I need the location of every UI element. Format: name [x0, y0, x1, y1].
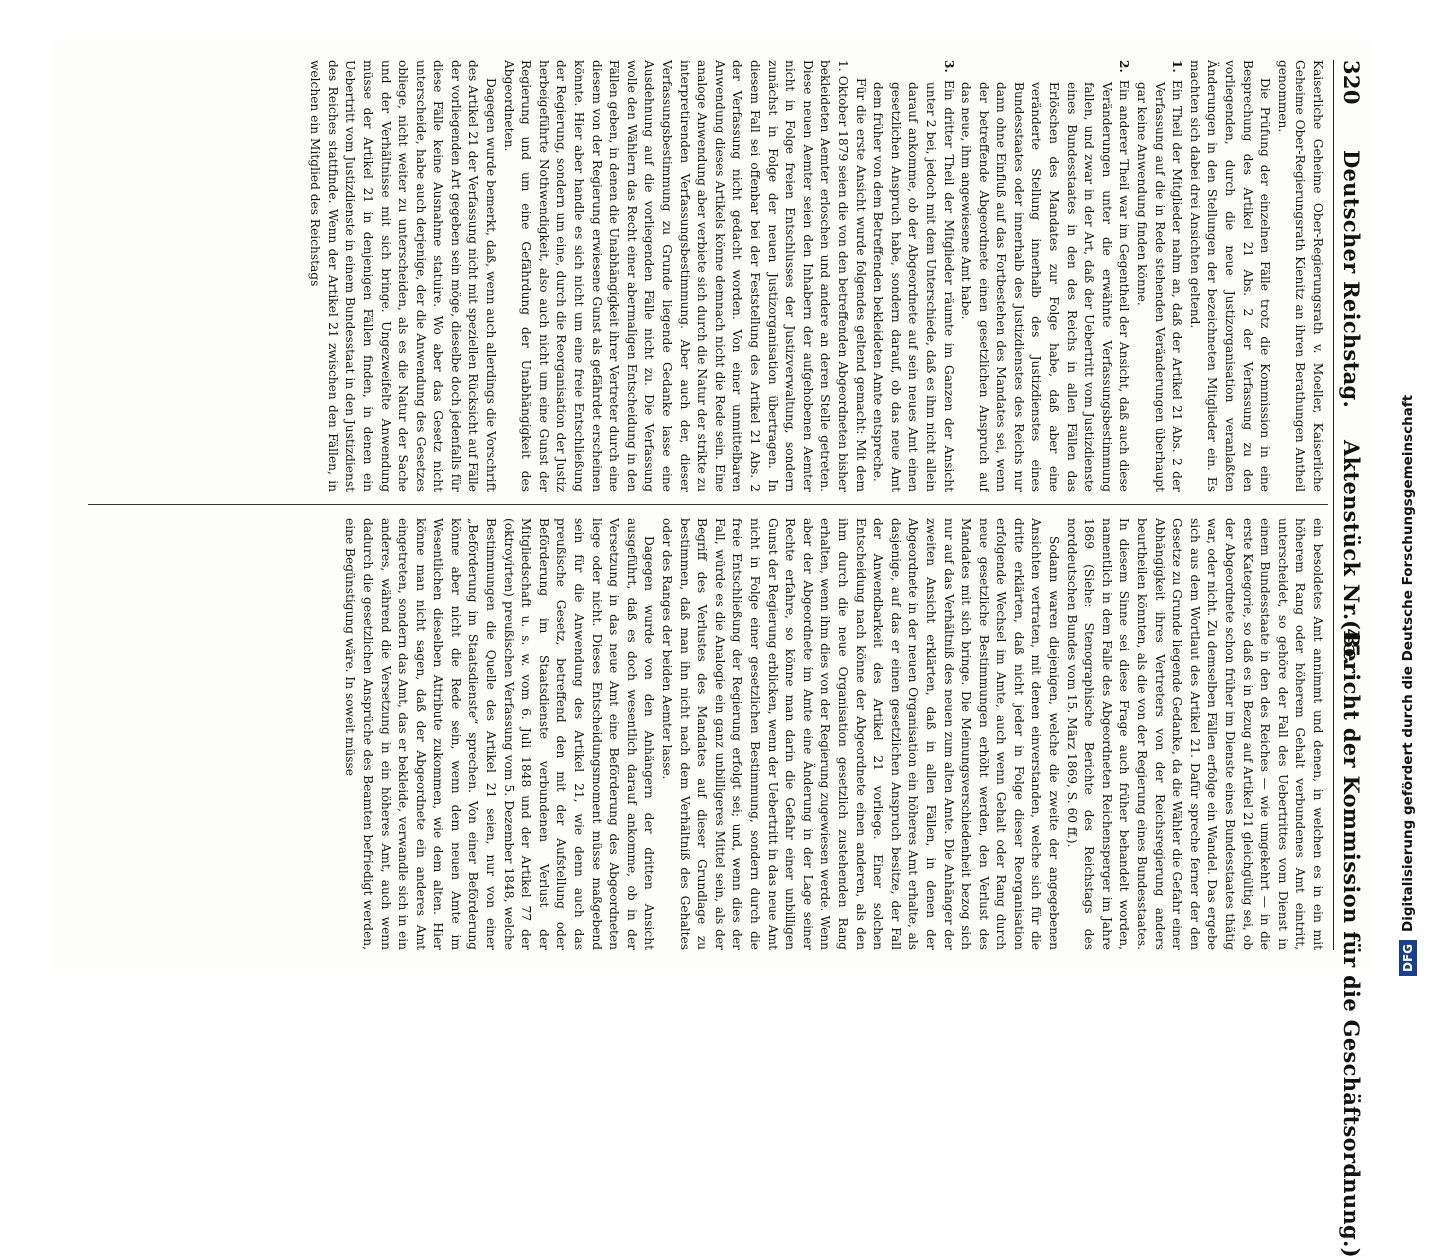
- digitization-note: [1393, 0, 1423, 1000]
- dfg-logo: DFG: [1399, 940, 1417, 976]
- item-text: Ein Theil der Mitglieder nahm an, daß der Artikel 21 Abs. 2 der Verfassung auf die in Rede stehenden Veränderungen überhaupt gar keine Anwendung finden könne.: [1135, 80, 1185, 492]
- document-number: Aktenstück Nr. 45.: [1339, 440, 1364, 666]
- right-column: [86, 518, 1326, 950]
- paragraph: Dagegen wurde bemerkt, daß, wenn auch allerdings die Vorschrift des Artikel 21 der Verfassung nicht mit speziellen Rücksicht auf Fälle der vorliegenden Art gegeben sein möge, dieselbe doch jedenfalls für diese Fälle keine Ausnahme statuire. Wo aber das Gesetz nicht unterscheide, habe auch derjenige, der die Anwendung des Gesetzes obliege, nicht weiter zu unterscheiden, als es die Natur der Sache und der Verhältnisse mit sich bringe. Ungezweifelte Anwendung müsse der Artikel 21 in denjenigen Fällen finden, in denen ein Uebertritt vom Justizdienste in einem Bundesstaat in den Justizdienst des Reiches stattfinde. Wenn der Artikel 21 zwischen den Fällen, in welchen ein Mitglied des Reichstags: [308, 60, 499, 492]
- publication-title: Deutscher Reichstag.: [1339, 150, 1364, 409]
- section-title: (Bericht der Kommission für die Geschäftsordnung.): [1339, 620, 1364, 1258]
- item-text: Ein dritter Theil der Mitglieder räumte im Ganzen der Ansicht unter 2 bei, jedoch mit dem Unterschiede, daß es ihm nicht allein darauf ankomme, ob der Abgeordnete auf sein neues Amt einen gesetzlichen Anspruch habe, sondern darauf, ob das neue Amt dem früher von dem Betreffenden bekleideten Amte entspreche.: [871, 80, 956, 492]
- page-number: 320: [1339, 60, 1364, 105]
- item-number: 3.: [941, 60, 956, 73]
- item-number: 1.: [1170, 60, 1185, 73]
- paragraph: Für die erste Ansicht wurde folgendes geltend gemacht: Mit dem 1. Oktober 1879 seien die von den betreffenden Abgeordneten bisher bekleideten Aemter erloschen und andere an deren Stelle getreten. Diese neuen Aemter seien den Inhabern der aufgehobenen Aemter nicht in Folge freien Entschlusses der Justizverwaltung, sondern zunächst in Folge der neuen Justizorganisation übertragen. In diesem Fall sei offenbar bei der Feststellung des Artikel 21 Abs. 2 der Verfassung nicht gedacht worden. Von einer unmittelbaren Anwendung dieses Artikels könne demnach nicht die Rede sein. Eine analoge Anwendung aber verbiete sich durch die Natur der strikte zu interpretirenden Verfassungsbestimmung. Aber auch der, dieser Verfassungsbestimmung zu Grunde liegende Gedanke lasse eine Ausdehnung auf die vorliegenden Fälle nicht zu. Die Verfassung wolle den Wählern das Recht einer abermaligen Entscheidung in den Fällen geben, in denen die Unabhängigkeit ihrer Vertreter durch eine diesem von der Regierung erwiesene Gunst als gefährdet erscheinen könnte. Hier aber handle es sich nicht um eine freie Entschließung der Regierung, sondern um eine, durch die Reorganisation der Justiz herbeigeführte Nothwendigkeit, also auch nicht um eine Gunst der Regierung und um eine Gefährdung der Unabhängigkeit des Abgeordneten.: [501, 60, 868, 492]
- left-column: [86, 60, 1326, 492]
- paragraph: Sodann waren diejenigen, welche die zweite der angegebenen Ansichten vertraten, mit denen einverstanden, welche sich für die dritte erklärten, daß nicht jeder in Folge dieser Reorganisation erfolgende Wechsel im Amte, auch wenn Gehalt oder Rang durch neue gesetzliche Bestimmungen erhöht werden, den Verlust des Mandates mit sich bringe. Die Meinungsverschiedenheit bezog sich nur auf das Verhältniß des neuen zum alten Amte. Die Anhänger der zweiten Ansicht erklärten, daß in allen Fällen, in denen der Abgeordnete in der neuen Organisation ein höheres Amt erhalte, als dasjenige, auf das er einen gesetzlichen Anspruch besitze, der Fall der Anwendbarkeit des Artikel 21 vorliege. Einer solchen Entscheidung nach könne der Abgeordnete einen anderen, als den ihm durch die neue Organisation gesetzlich zustehenden Rang erhalten, wenn ihm dies von der Regierung zugewiesen werde. Wenn aber der Abgeordnete im Amte eine Änderung in der Lage seiner Rechte erfahre, so könne man darin die Gefahr einer unbilligen Gunst der Regierung erblicken, wenn der Uebertritt in das neue Amt nicht in Folge einer gesetzlichen Bestimmung, sondern durch die freie Entschließung der Regierung erfolgt sei; und, wenn dies der Fall, würde es die Analogie ein ganz unbilligeres Mittel sein, als der Begriff des Verlustes des Mandates auf dieser Grundlage zu bestimmen, daß man ihn nicht nach dem Verhältniß des Gehaltes oder des Ranges der beiden Aemter lasse.: [660, 518, 1062, 950]
- numbered-item: [957, 60, 1133, 492]
- item-number: 2.: [1117, 60, 1132, 73]
- header-rule: [1333, 60, 1334, 950]
- intro-paragraph: Kaiserliche Geheime Ober-Regierungsrath v. Moeller, Kaiserliche Geheime Ober-Regierungsrath Kienitz an ihren Berathungen Antheil genommen.: [1275, 60, 1325, 492]
- paragraph: ein besoldetes Amt annimmt und denen, in welchen es in ein mit höherem Rang oder höherem Gehalt verbundenes Amt eintritt, unterscheidet, so gehöre der Fall des Uebertrittes vom Dienst in einem Bundesstaate in den des Reiches — wie umgekehrt — in die erste Kategorie, so daß es in Bezug auf Artikel 21 gleichgültig sei, ob der Abgeordnete schon früher im Dienste eines Bundesstaates thätig war, oder nicht. Zu demselben Fällen erfolge ein Wandel. Das ergebe sich aus dem Wortlaut des Artikel 21. Dafür spreche ferner der den Gesetze zu Grunde liegende Gedanke, da die Wähler die Gefahr einer Abhängigkeit ihres Vertreters von der Reichsregierung anders beurtheilen könnten, als die von der Regierung eines Bundesstaates. In diesem Sinne sei diese Frage auch früher behandelt worden, namentlich in dem Falle des Abgeordneten Reichensperger im Jahre 1869 (Siehe: Stenographische Berichte des Reichstags des norddeutschen Bundes vom 15. März 1869, S. 60 ff.).: [1064, 518, 1325, 950]
- numbered-item: [869, 60, 957, 492]
- digitization-note-text: Digitalisierung gefördert durch die Deutsche Forschungsgemeinschaft: [1400, 394, 1416, 932]
- paragraph: Die Prüfung der einzelnen Fälle trotz die Kommission in eine Besprechung des Artikel 21 Abs. 2 der Verfassung zu den vorliegenden, durch die neue Justizorganisation veranlaßten Änderungen in den Stellungen der bezeichneten Mitglieder ein. Es machten sich dabei drei Ansichten geltend.: [1187, 60, 1273, 492]
- numbered-item: [1132, 60, 1185, 492]
- item-text: Ein anderer Theil war im Gegentheil der Ansicht, daß auch diese Veränderungen unter die erwähnte Verfassungsbestimmung fallen, und zwar in der Art, daß der Uebertritt vom Justizdienste eines Bundesstaates in den des Reichs in allen Fällen das Erlöschen des Mandates zur Folge habe, daß aber eine veränderte Stellung innerhalb des Justizdienstes eines Bundesstaates oder innerhalb des Justizdienstes des Reichs nur dann ohne Einfluß auf das Fortbestehen des Mandates sei, wenn der betreffende Abgeordnete einen gesetzlichen Anspruch auf das neue, ihm angewiesene Amt habe.: [959, 80, 1132, 492]
- page-header: [1334, 60, 1364, 1258]
- column-separator: [88, 504, 1328, 505]
- rotated-document-page: [52, 40, 1372, 1258]
- paragraph: Dagegen wurde von den Anhängern der dritten Ansicht ausgeführt, daß es doch wesentlich darauf ankomme, ob in der Versetzung in das neue Amt eine Beförderung des Abgeordneten liege oder nicht. Dieses Entscheidungsmoment müsse maßgebend sein für die Anwendung des Artikel 21, wie denn auch das preußische Gesetz, betreffend den mit der Aufstellung oder Beförderung im Staatsdienste verbundenen Verlust der Mitgliedschaft u. s. w. vom 6. Juli 1848 und der Artikel 77 der (oktroyirten) preußischen Verfassung vom 5. Dezember 1848, welche Bestimmungen die Quelle des Artikel 21 seien, nur von einer „Beförderung im Staatsdienste“ sprechen. Von einer Beförderung könne aber nicht die Rede sein, wenn dem neuen Amte im Wesentlichen dieselben Attribute zukommen, wie dem alten. Hier könne man nicht sagen, daß der Abgeordnete ein anderes Amt eingetreten, sondern das Amt, das er bekleide, verwandle sich in ein anderes, während die Versetzung in ein höheres Amt, auch wenn dadurch die gesetzlichen Ansprüche des Beamten befriedigt werden, eine Begünstigung wäre. In soweit müsse: [343, 518, 657, 950]
